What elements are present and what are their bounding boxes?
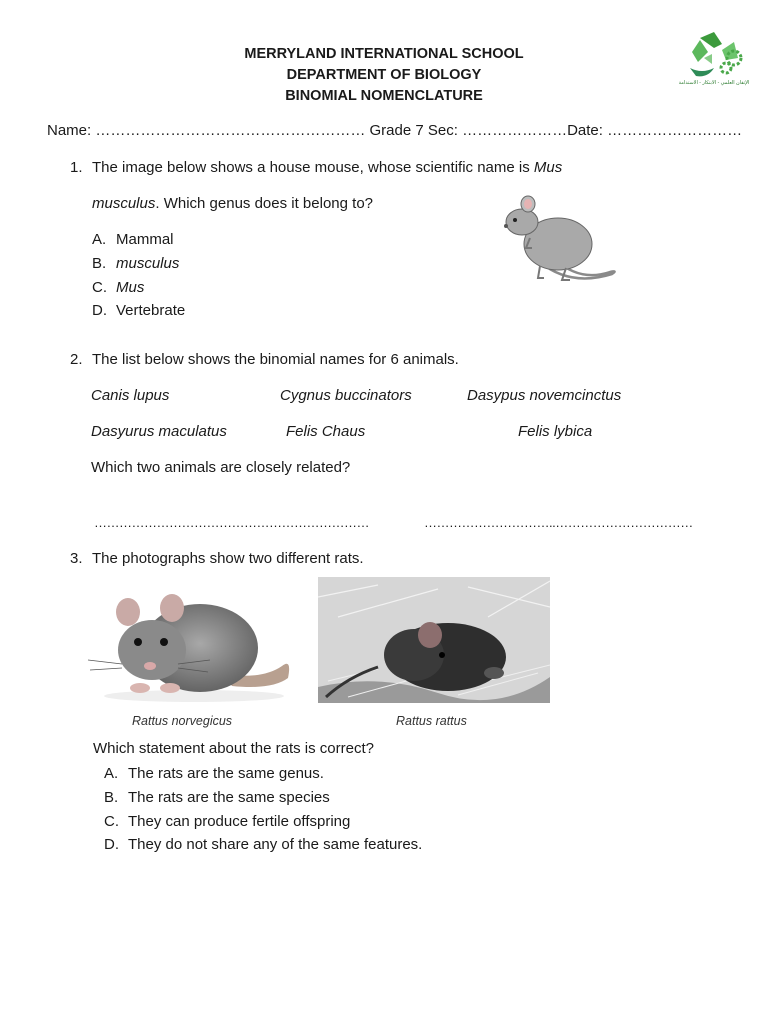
q3-option-a xyxy=(104,765,324,782)
q3-option-text: They can produce fertile offspring xyxy=(128,813,351,830)
q1-option-letter: D. xyxy=(92,302,107,319)
logo-text: الإتقان العلمي - الابتكار - الاستدامة xyxy=(678,80,750,86)
q3-line xyxy=(70,550,364,567)
q3-option-b xyxy=(104,789,330,806)
q2-text: The list below shows the binomial names for 6 animals. xyxy=(92,351,459,368)
grade-date-field-label: Grade 7 Sec: …………………Date: ……………………… xyxy=(369,122,743,139)
animal-name: Cygnus buccinators xyxy=(280,387,412,404)
q3-option-d xyxy=(104,836,422,853)
q1-option-a xyxy=(92,231,174,248)
q3-option-letter: C. xyxy=(104,813,119,830)
q1-option-text: Mammal xyxy=(116,231,174,248)
department-name: DEPARTMENT OF BIOLOGY xyxy=(286,67,482,83)
q1-number: 1. xyxy=(70,159,83,176)
animal-name: Felis lybica xyxy=(518,423,593,440)
animal-name: Felis Chaus xyxy=(286,423,366,440)
school-logo xyxy=(678,28,750,98)
q1-text-a: The image below shows a house mouse, whose scientific name is xyxy=(92,159,534,176)
q3-option-letter: A. xyxy=(104,765,119,782)
q1-option-text: Mus xyxy=(116,279,145,296)
q2-number: 2. xyxy=(70,351,83,368)
caption-rattus-norvegicus: Rattus norvegicus xyxy=(132,714,233,728)
q1-text-b-italic: musculus xyxy=(92,195,156,212)
q1-option-letter: B. xyxy=(92,255,107,272)
q1-option-text: Vertebrate xyxy=(116,302,186,319)
student-info-line xyxy=(47,122,742,139)
rattus-rattus-photo xyxy=(318,577,550,703)
rattus-norvegicus-photo xyxy=(82,578,296,704)
q3-option-letter: B. xyxy=(104,789,119,806)
q3-option-text: The rats are the same species xyxy=(128,789,330,806)
q3-number: 3. xyxy=(70,550,83,567)
q2-prompt: Which two animals are closely related? xyxy=(91,459,351,476)
q1-option-d xyxy=(92,302,185,319)
q1-option-c xyxy=(92,279,144,296)
q1-option-letter: C. xyxy=(92,279,107,296)
worksheet-title: BINOMIAL NOMENCLATURE xyxy=(285,88,483,104)
name-field-label: Name: ……………………………………………… xyxy=(47,122,370,139)
q3-prompt: Which statement about the rats is correct? xyxy=(93,740,374,757)
q1-option-text: musculus xyxy=(116,255,180,272)
caption-rattus-rattus: Rattus rattus xyxy=(396,714,467,728)
q2-answer-line-1: ………………………………………………………… xyxy=(94,515,369,530)
q1-option-letter: A. xyxy=(92,231,107,248)
q3-option-text: The rats are the same genus. xyxy=(128,765,324,782)
school-name: MERRYLAND INTERNATIONAL SCHOOL xyxy=(244,46,524,62)
q3-option-c xyxy=(104,813,350,830)
q1-line-2 xyxy=(92,195,373,212)
q3-text: The photographs show two different rats. xyxy=(92,550,364,567)
q2-line xyxy=(70,351,459,368)
animal-name: Dasyurus maculatus xyxy=(91,423,227,440)
q1-line-1 xyxy=(70,159,562,176)
animal-name: Dasypus novemcinctus xyxy=(467,387,622,404)
q1-option-b xyxy=(92,255,179,272)
q1-text-b: . Which genus does it belong to? xyxy=(155,195,373,212)
q3-option-letter: D. xyxy=(104,836,119,853)
house-mouse-image xyxy=(500,192,620,292)
animal-name: Canis lupus xyxy=(91,387,170,404)
q2-answer-line-2: …………………………..…………………………… xyxy=(424,515,693,530)
q1-text-a-italic: Mus xyxy=(533,159,563,176)
q3-option-text: They do not share any of the same features. xyxy=(128,836,423,853)
